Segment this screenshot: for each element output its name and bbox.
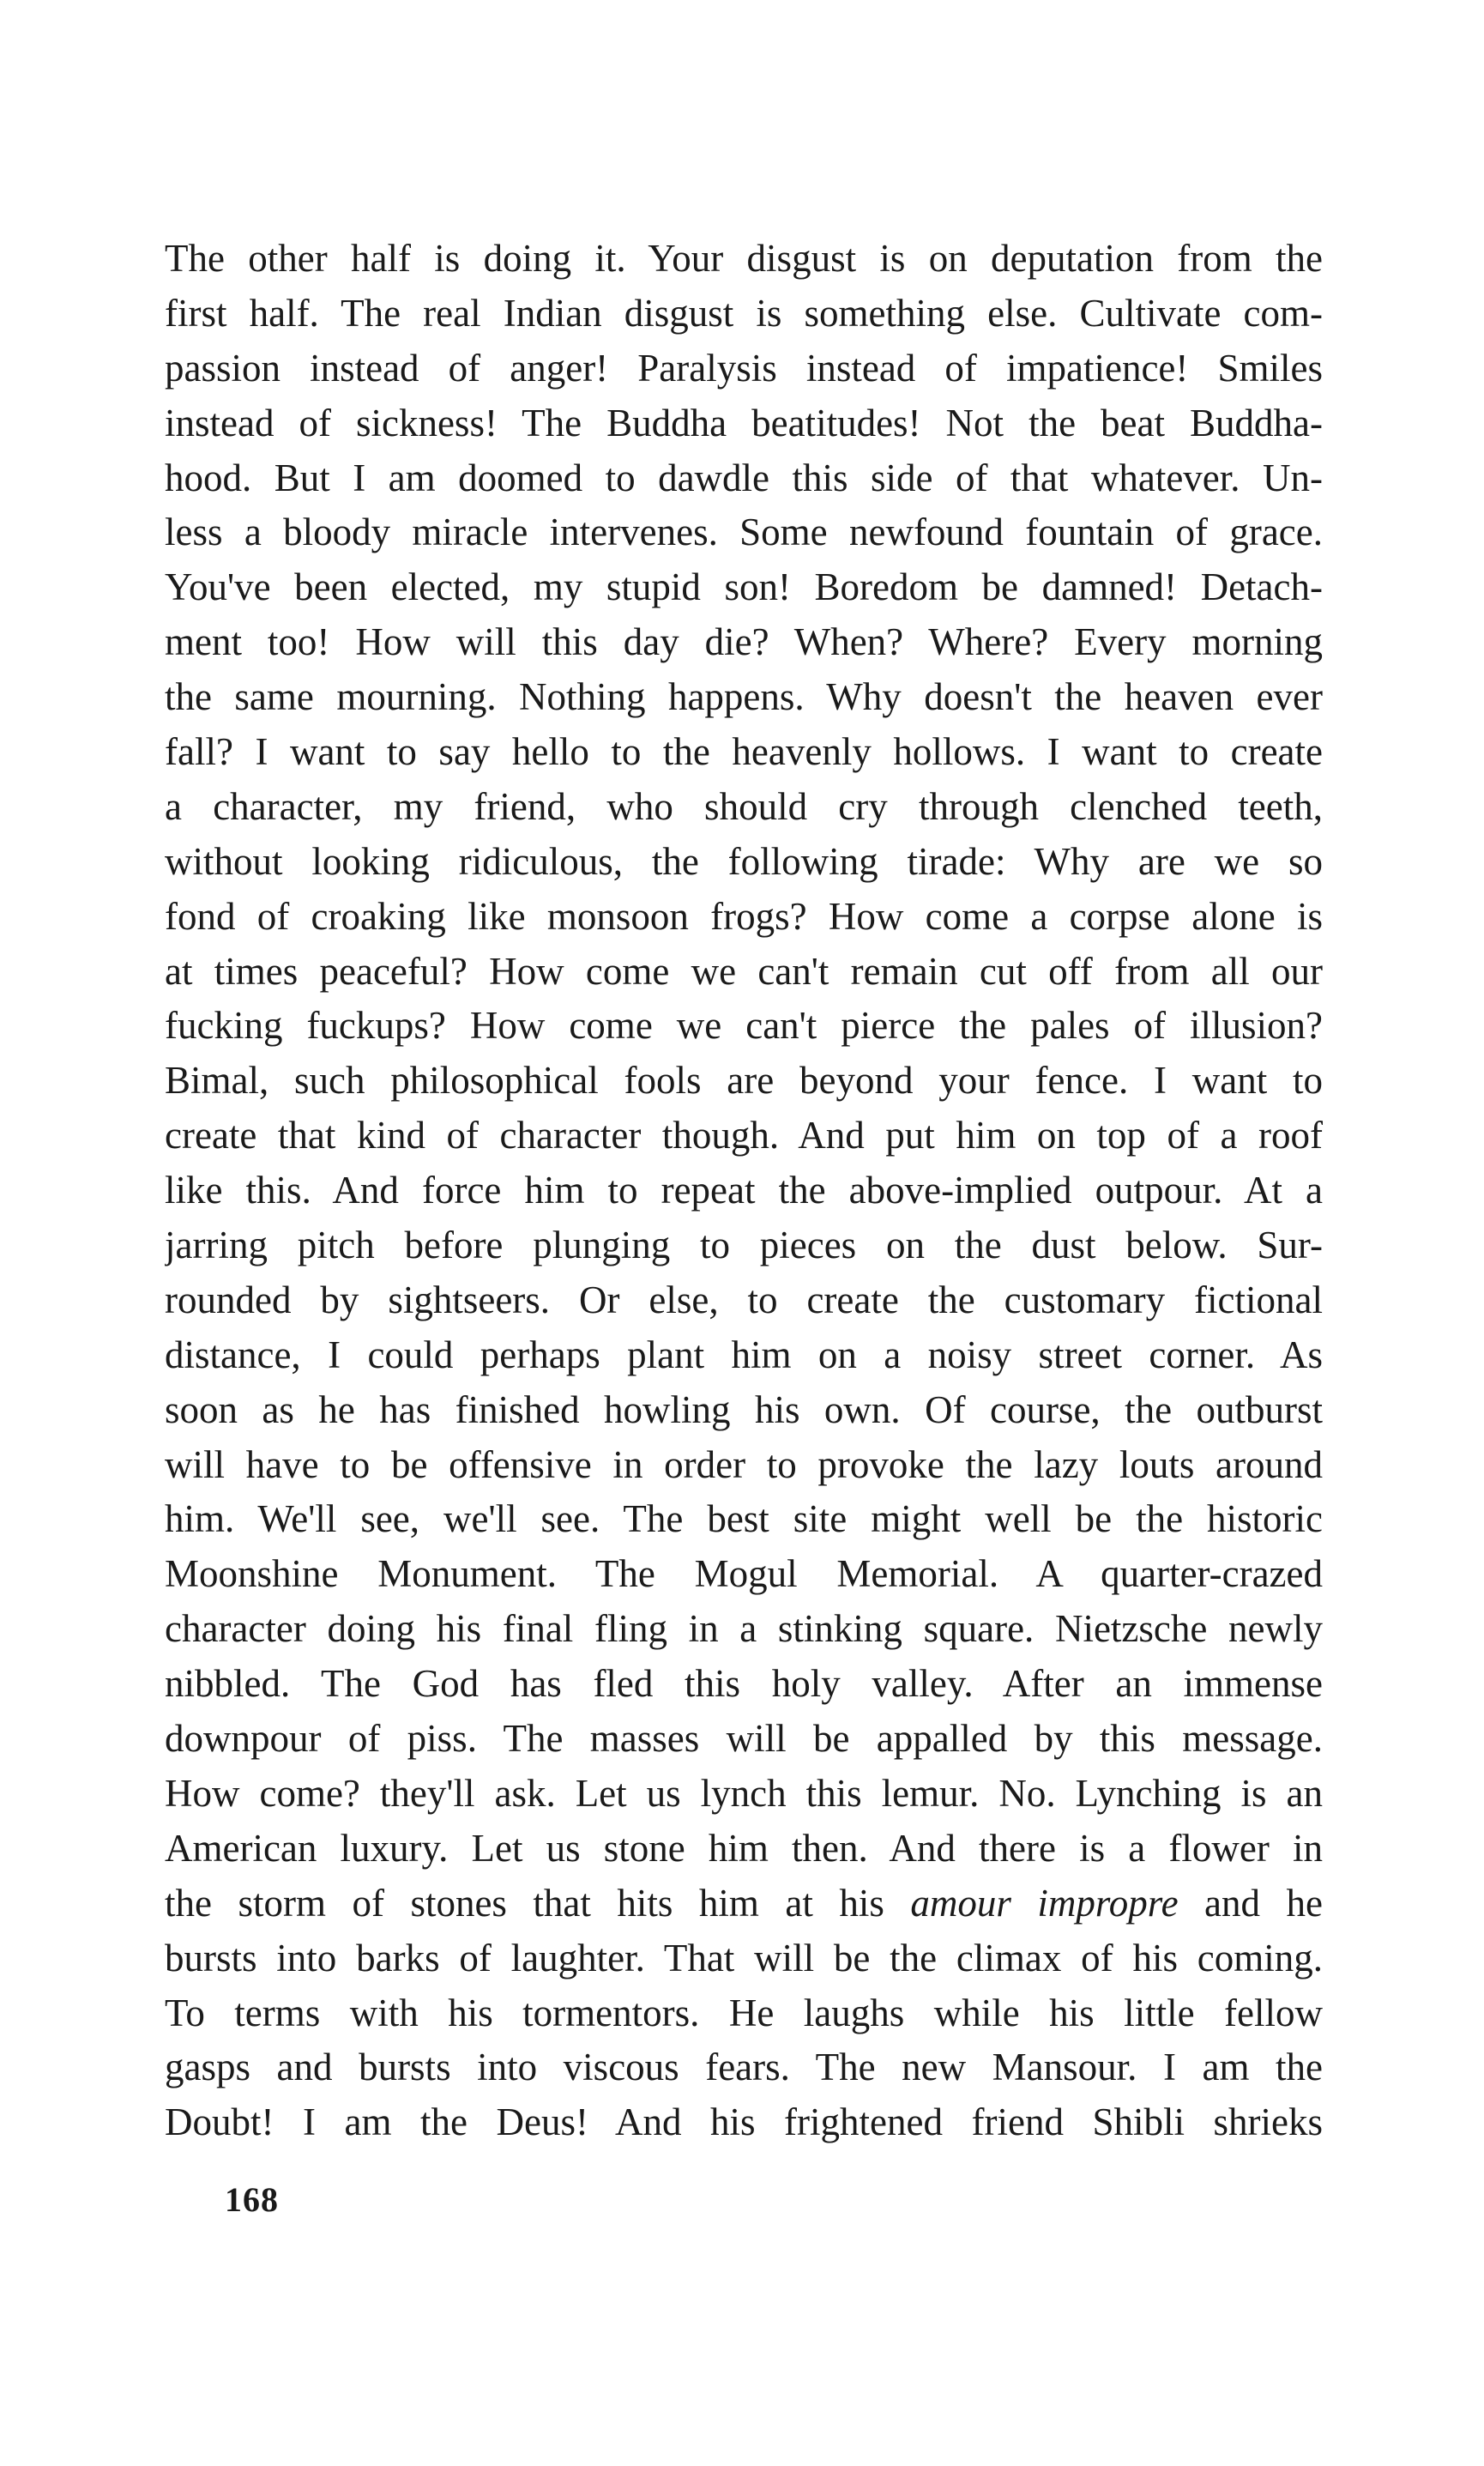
text-line: Moonshine Monument. The Mogul Memorial. A quarter-crazed — [165, 1552, 1323, 1596]
text-line: jarring pitch before plunging to pieces on the dust below. Sur- — [165, 1224, 1323, 1267]
text-line: the same mourning. Nothing happens. Why doesn't the heaven ever — [165, 675, 1323, 719]
text-line: fall? I want to say hello to the heavenly hollows. I want to create — [165, 730, 1323, 774]
text-line: nibbled. The God has fled this holy valley. After an immense — [165, 1662, 1323, 1706]
page-number: 168 — [225, 2180, 279, 2219]
text-line: downpour of piss. The masses will be appalled by this message. — [165, 1717, 1323, 1761]
text-line: hood. But I am doomed to dawdle this side of that whatever. Un- — [165, 456, 1323, 499]
text-line: him. We'll see, we'll see. The best site might well be the historic — [165, 1497, 1323, 1541]
text-line: character doing his final fling in a stinking square. Nietzsche newly — [165, 1607, 1323, 1651]
line-text-after: and he — [1178, 1881, 1323, 1925]
text-line: rounded by sightseers. Or else, to create the customary fictional — [165, 1278, 1323, 1321]
text-line: instead of sickness! The Buddha beatitudes! Not the beat Buddha- — [165, 401, 1323, 444]
italic-phrase: amour impropre — [910, 1881, 1179, 1925]
text-line: You've been elected, my stupid son! Boredom be damned! Detach- — [165, 565, 1323, 609]
text-line: fucking fuckups? How come we can't pierce the pales of illusion? — [165, 1004, 1323, 1048]
text-line: The other half is doing it. Your disgust is on deputation from the — [165, 237, 1323, 280]
text-line: distance, I could perhaps plant him on a noisy street corner. As — [165, 1333, 1323, 1376]
text-line: soon as he has finished howling his own. Of course, the outburst — [165, 1387, 1323, 1431]
text-line: fond of croaking like monsoon frogs? How come a corpse alone is — [165, 894, 1323, 938]
line-text-before: the storm of stones that hits him at his — [165, 1881, 911, 1925]
text-line: American luxury. Let us stone him then. And there is a flower in — [165, 1826, 1323, 1870]
text-line-with-italic — [165, 1877, 1323, 1931]
body-text — [165, 232, 1323, 2150]
text-line: passion instead of anger! Paralysis instead of impatience! Smiles — [165, 346, 1323, 390]
text-line: like this. And force him to repeat the above-implied outpour. At a — [165, 1169, 1323, 1212]
text-line: ment too! How will this day die? When? Where? Every morning — [165, 620, 1323, 664]
text-line: Bimal, such philosophical fools are beyond your fence. I want to — [165, 1059, 1323, 1103]
text-line: create that kind of character though. And put him on top of a roof — [165, 1114, 1323, 1157]
text-line: less a bloody miracle intervenes. Some newfound fountain of grace. — [165, 511, 1323, 554]
text-line: How come? they'll ask. Let us lynch this lemur. No. Lynching is an — [165, 1771, 1323, 1815]
text-line: bursts into barks of laughter. That will be the climax of his coming. — [165, 1936, 1323, 1979]
text-line: To terms with his tormentors. He laughs while his little fellow — [165, 1991, 1323, 2034]
text-line: at times peaceful? How come we can't remain cut off from all our — [165, 949, 1323, 993]
text-line: first half. The real Indian disgust is something else. Cultivate com- — [165, 291, 1323, 335]
text-line: Doubt! I am the Deus! And his frightened friend Shibli shrieks — [165, 2100, 1323, 2144]
text-line: a character, my friend, who should cry through clenched teeth, — [165, 784, 1323, 828]
text-line: gasps and bursts into viscous fears. The new Mansour. I am the — [165, 2046, 1323, 2089]
text-line: will have to be offensive in order to provoke the lazy louts around — [165, 1442, 1323, 1486]
text-line: without looking ridiculous, the following tirade: Why are we so — [165, 839, 1323, 883]
